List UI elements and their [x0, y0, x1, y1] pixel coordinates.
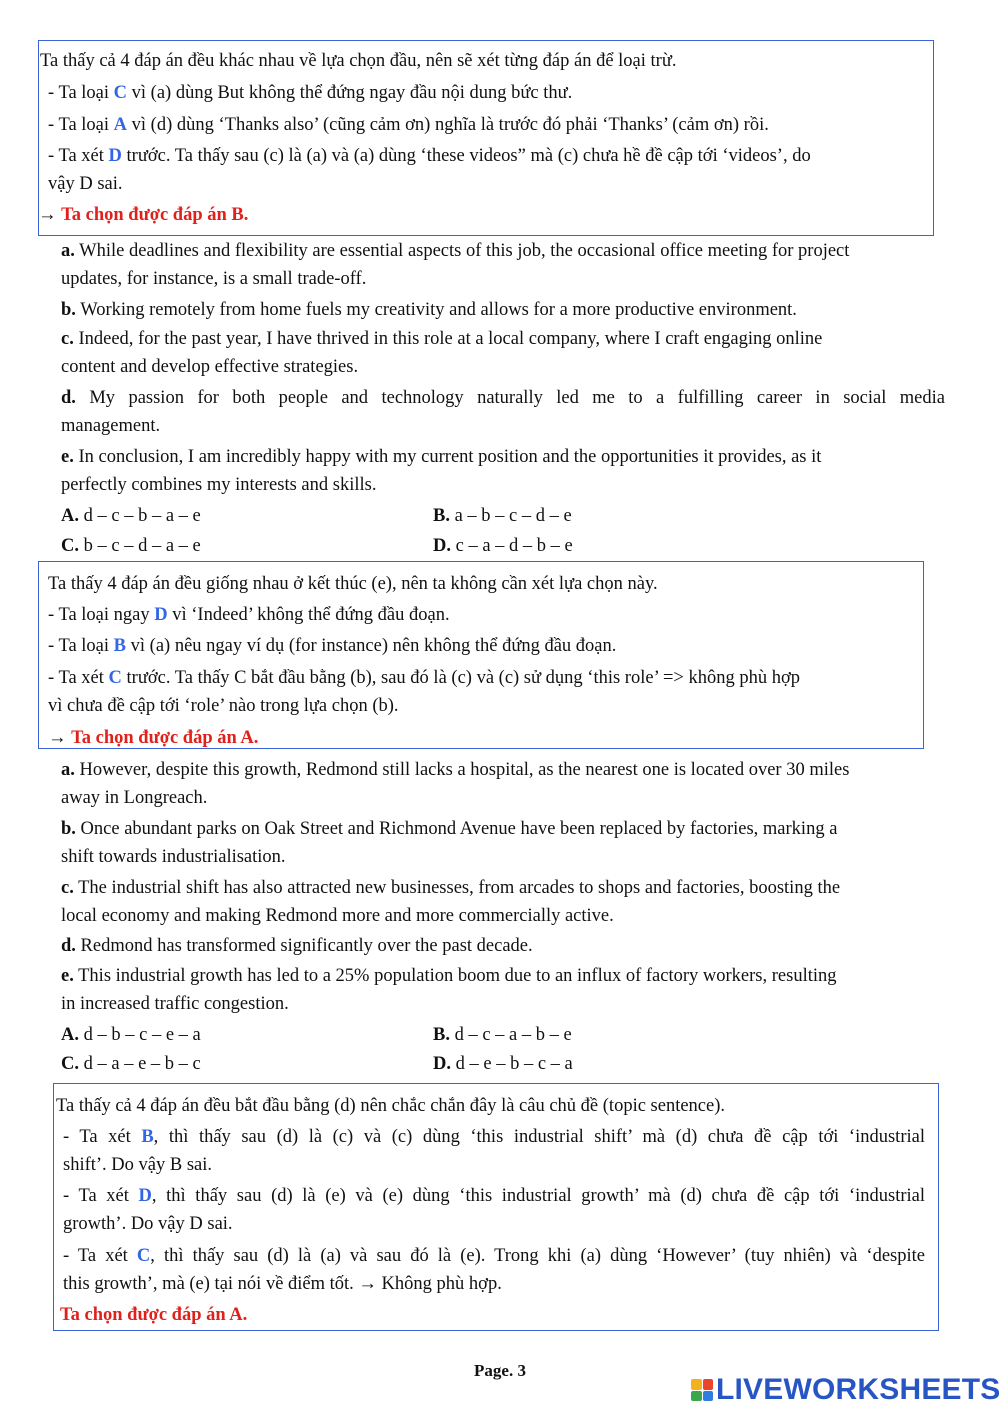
box3-line-2-cont: growth’. Do vậy D sai.: [63, 1214, 233, 1234]
q2-sentence-b: b. Working remotely from home fuels my creativity and allows for a more productive environment.: [61, 300, 797, 320]
box1-line-2: - Ta loại A vì (d) dùng ‘Thanks also’ (cũng cảm ơn) nghĩa là trước đó phải ‘Thanks’ (cảm ơn) rồi.: [48, 115, 769, 135]
q3-sentence-d: d. Redmond has transformed significantly over the past decade.: [61, 936, 533, 956]
box3-line-1: - Ta xét B, thì thấy sau (d) là (c) và (c) dùng ‘this industrial shift’ mà (d) chưa đề cập tới ‘industrial: [63, 1127, 925, 1147]
q2-sentence-c-cont: content and develop effective strategies.: [61, 357, 359, 377]
box2-conclusion: → Ta chọn được đáp án A.: [48, 728, 259, 748]
liveworksheets-logo: [691, 1372, 1000, 1408]
q3-option-d[interactable]: D. d – e – b – c – a: [433, 1054, 573, 1074]
q3-option-a[interactable]: A. d – b – c – e – a: [61, 1025, 201, 1045]
box3-line-3: - Ta xét C, thì thấy sau (d) là (a) và sau đó là (e). Trong khi (a) dùng ‘However’ (tuy nhiên) và ‘despite: [63, 1246, 925, 1266]
q2-sentence-a-cont: updates, for instance, is a small trade-off.: [61, 269, 367, 289]
liveworksheets-logo-icon: [691, 1379, 713, 1401]
box3-line-2: - Ta xét D, thì thấy sau (d) là (e) và (e) dùng ‘this industrial growth’ mà (d) chưa đề cập tới ‘industrial: [63, 1186, 925, 1206]
q3-option-c[interactable]: C. d – a – e – b – c: [61, 1054, 201, 1074]
box2-line-3: - Ta xét C trước. Ta thấy C bắt đầu bằng (b), sau đó là (c) và (c) sử dụng ‘this role’ => không phù hợp: [48, 668, 801, 688]
q2-sentence-c: c. Indeed, for the past year, I have thrived in this role at a local company, where I craft engaging online: [61, 329, 823, 349]
q2-sentence-e-cont: perfectly combines my interests and skills.: [61, 475, 377, 495]
q3-option-b[interactable]: B. d – c – a – b – e: [433, 1025, 572, 1045]
q3-sentence-a-cont: away in Longreach.: [61, 788, 208, 808]
box3-intro: Ta thấy cả 4 đáp án đều bắt đầu bằng (d) nên chắc chắn đây là câu chủ đề (topic sentence).: [56, 1096, 726, 1116]
box1-line-3: - Ta xét D trước. Ta thấy sau (c) là (a) và (a) dùng ‘these videos” mà (c) chưa hề đề cập tới ‘videos’, do: [48, 146, 811, 166]
box3-conclusion: Ta chọn được đáp án A.: [60, 1305, 248, 1325]
box2-intro: Ta thấy 4 đáp án đều giống nhau ở kết thúc (e), nên ta không cần xét lựa chọn này.: [48, 574, 658, 594]
box3-line-1-cont: shift’. Do vậy B sai.: [63, 1155, 213, 1175]
q2-option-d[interactable]: D. c – a – d – b – e: [433, 536, 573, 556]
q2-sentence-e: e. In conclusion, I am incredibly happy with my current position and the opportunities it provides, as it: [61, 447, 822, 467]
q3-sentence-c-cont: local economy and making Redmond more and more commercially active.: [61, 906, 614, 926]
box2-line-1: - Ta loại ngay D vì ‘Indeed’ không thể đứng đầu đoạn.: [48, 605, 450, 625]
q2-option-b[interactable]: B. a – b – c – d – e: [433, 506, 572, 526]
q3-sentence-a: a. However, despite this growth, Redmond still lacks a hospital, as the nearest one is located over 30 miles: [61, 760, 850, 780]
q3-sentence-c: c. The industrial shift has also attracted new businesses, from arcades to shops and factories, boosting the: [61, 878, 841, 898]
box2-line-2: - Ta loại B vì (a) nêu ngay ví dụ (for instance) nên không thể đứng đầu đoạn.: [48, 636, 617, 656]
q3-sentence-e: e. This industrial growth has led to a 25% population boom due to an influx of factory workers, resulting: [61, 966, 837, 986]
box1-intro: Ta thấy cả 4 đáp án đều khác nhau về lựa chọn đầu, nên sẽ xét từng đáp án để loại trừ.: [40, 51, 677, 71]
box2-line-3-cont: vì chưa đề cập tới ‘role’ nào trong lựa chọn (b).: [48, 696, 399, 716]
box3-line-3-cont: this growth’, mà (e) tại nói về điểm tốt. → Không phù hợp.: [63, 1274, 502, 1294]
q2-option-a[interactable]: A. d – c – b – a – e: [61, 506, 201, 526]
q2-option-c[interactable]: C. b – c – d – a – e: [61, 536, 201, 556]
q3-sentence-b-cont: shift towards industrialisation.: [61, 847, 286, 867]
box1-line-3-cont: vậy D sai.: [48, 174, 123, 194]
q3-sentence-e-cont: in increased traffic congestion.: [61, 994, 289, 1014]
q3-sentence-b: b. Once abundant parks on Oak Street and Richmond Avenue have been replaced by factories, marking a: [61, 819, 838, 839]
liveworksheets-brand: LIVEWORKSHEETS: [716, 1373, 1000, 1406]
box1-line-1: - Ta loại C vì (a) dùng But không thể đứng ngay đầu nội dung bức thư.: [48, 83, 573, 103]
q2-sentence-d: d. My passion for both people and technology naturally led me to a fulfilling career in social media: [61, 388, 945, 408]
q2-sentence-d-cont: management.: [61, 416, 161, 436]
q2-sentence-a: a. While deadlines and flexibility are essential aspects of this job, the occasional office meeting for project: [61, 241, 850, 261]
page-number: Page. 3: [474, 1361, 526, 1380]
box1-conclusion: → Ta chọn được đáp án B.: [38, 205, 249, 225]
